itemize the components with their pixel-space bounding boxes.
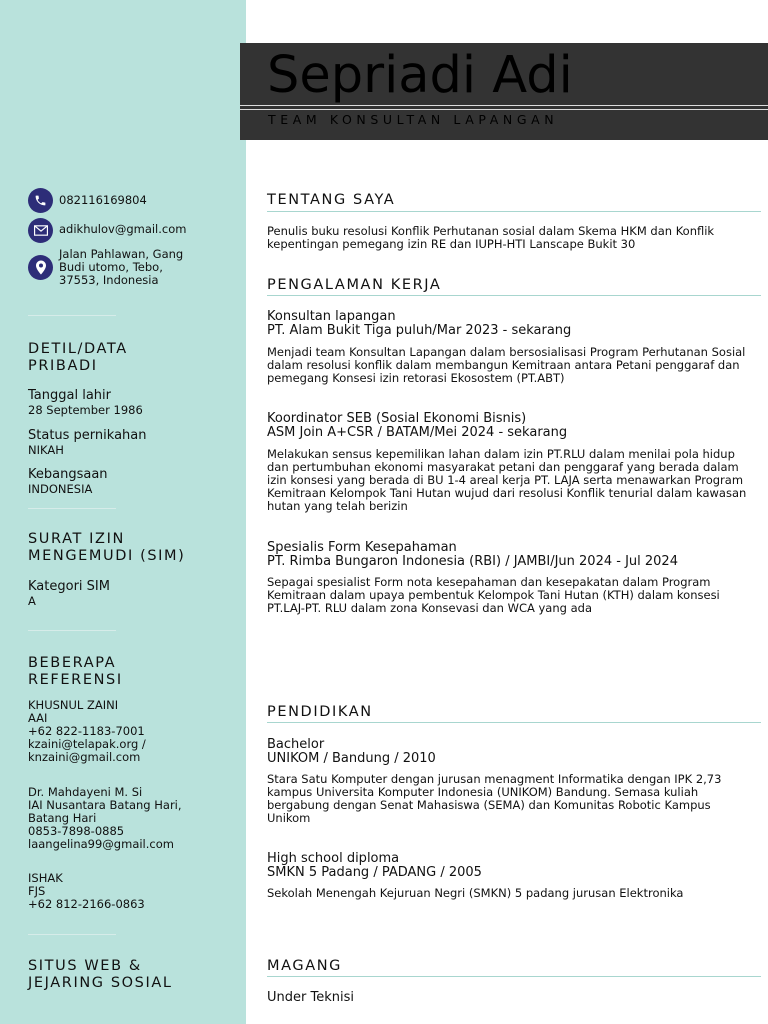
section-rule (267, 722, 761, 723)
address-line: Budi utomo, Tebo, (59, 260, 163, 274)
header-rule (240, 109, 768, 110)
education-description: Sekolah Menengah Kejuruan Negri (SMKN) 5 padang jurusan Elektronika (267, 886, 684, 900)
reference-item (28, 699, 146, 764)
job-position: Konsultan lapangan (267, 309, 396, 324)
reference-line: FJS (28, 884, 46, 898)
marital-value: NIKAH (28, 443, 64, 457)
section-rule (267, 211, 761, 212)
sidebar-divider (28, 630, 116, 631)
education-degree: High school diploma (267, 851, 400, 866)
nationality-value: INDONESIA (28, 482, 93, 496)
education-school: SMKN 5 Padang / PADANG / 2005 (267, 865, 482, 880)
contact-address (28, 247, 184, 287)
address (59, 248, 183, 287)
heading-line: REFERENSI (28, 672, 123, 688)
license-category-value: A (28, 594, 36, 608)
references-heading (28, 655, 123, 689)
phone-number[interactable]: 082116169804 (59, 193, 147, 207)
job-position: Koordinator SEB (Sosial Ekonomi Bisnis) (267, 411, 527, 426)
address-line: Jalan Pahlawan, Gang (59, 247, 184, 261)
reference-line: +62 812-2166-0863 (28, 897, 145, 911)
internship-heading: MAGANG (267, 958, 343, 974)
heading-line: PRIBADI (28, 358, 98, 374)
reference-line: KHUSNUL ZAINI (28, 698, 119, 712)
nationality-label: Kebangsaan (28, 467, 108, 482)
header-rule (240, 105, 768, 106)
internship-item: Under Teknisi (267, 990, 354, 1005)
reference-line: Dr. Mahdayeni M. Si (28, 785, 143, 799)
license-heading (28, 531, 185, 565)
education-school: UNIKOM / Bandung / 2010 (267, 751, 436, 766)
marital-label: Status pernikahan (28, 428, 147, 443)
reference-line: ISHAK (28, 871, 63, 885)
email-address[interactable]: adikhulov@gmail.com (59, 222, 187, 236)
about-text: Penulis buku resolusi Konflik Perhutanan sosial dalam Skema HKM dan Konflik kepentingan pemegang izin RE dan IUPH-HTI Lanscape Bukit 30 (267, 224, 715, 251)
heading-line: MENGEMUDI (SIM) (28, 548, 186, 564)
web-heading (28, 958, 173, 992)
heading-line: DETIL/DATA (28, 341, 128, 357)
heading-line: JEJARING SOSIAL (28, 975, 173, 991)
job-description: Sepagai spesialist Form nota kesepahaman dan kesepakatan dalam Program Kemitraan dalam upaya pembentuk Kelompok Tani Hutan (KTH) dalam konsesi PT.LAJ-PT. RLU dalam zona Konsevasi dan WCA yang ada (267, 575, 720, 615)
job-subtitle: TEAM KONSULTAN LAPANGAN (268, 112, 559, 127)
experience-heading: PENGALAMAN KERJA (267, 277, 442, 293)
sidebar-divider (28, 934, 116, 935)
reference-line: kzaini@telapak.org / (28, 737, 146, 751)
job-position: Spesialis Form Kesepahaman (267, 540, 457, 555)
header-banner (240, 43, 768, 140)
education-degree: Bachelor (267, 737, 325, 752)
job-company: PT. Alam Bukit Tiga puluh/Mar 2023 - sekarang (267, 323, 572, 338)
email-icon (28, 218, 53, 243)
contact-phone (28, 188, 147, 213)
birth-value: 28 September 1986 (28, 403, 143, 417)
reference-line: AAI (28, 711, 48, 725)
job-description: Menjadi team Konsultan Lapangan dalam bersosialisasi Program Perhutanan Sosial dalam resolusi konflik dalam membangun Kemitraan antara Petani penggaraf dan pemegang Konsesi izin retorasi Ekosostem (PT.ABT) (267, 345, 746, 385)
reference-line: IAI Nusantara Batang Hari, (28, 798, 182, 812)
sidebar-divider (28, 508, 116, 509)
contact-email (28, 218, 186, 243)
location-icon (28, 255, 53, 280)
reference-line: Batang Hari (28, 811, 97, 825)
education-description: Stara Satu Komputer dengan jurusan menagment Informatika dengan IPK 2,73 kampus Universita Komputer Indonesia (UNIKOM) Bandung. Semasa kuliah bergabung dengan Senat Mahasiswa (SEMA) dan Komunitas Robotic Kampus Unikom (267, 772, 722, 825)
reference-line: knzaini@gmail.com (28, 750, 141, 764)
phone-icon (28, 188, 53, 213)
personal-details-heading (28, 341, 128, 375)
address-line: 37553, Indonesia (59, 273, 159, 287)
sidebar-divider (28, 315, 116, 316)
education-heading: PENDIDIKAN (267, 704, 373, 720)
section-rule (267, 295, 761, 296)
heading-line: SURAT IZIN (28, 531, 125, 547)
reference-line: 0853-7898-0885 (28, 824, 125, 838)
job-company: PT. Rimba Bungaron Indonesia (RBI) / JAMBI/Jun 2024 - Jul 2024 (267, 554, 678, 569)
job-company: ASM Join A+CSR / BATAM/Mei 2024 - sekarang (267, 425, 568, 440)
license-category-label: Kategori SIM (28, 579, 110, 594)
heading-line: BEBERAPA (28, 655, 117, 671)
about-heading: TENTANG SAYA (267, 192, 396, 208)
reference-item (28, 786, 182, 851)
reference-item (28, 872, 145, 911)
reference-line: +62 822-1183-7001 (28, 724, 145, 738)
section-rule (267, 976, 761, 977)
reference-line: laangelina99@gmail.com (28, 837, 174, 851)
job-description: Melakukan sensus kepemilikan lahan dalam izin PT.RLU dalam menilai pola hidup dan pertumbuhan ekonomi masyarakat petani dan penggaraf yang berada dalam izin konsesi yang berada di BU 1-4 areal kerja PT. LAJA serta menawarkan Program Kemitraan Kelompok Tani Hutan wujud dari resolusi Konflik tenurial dalam kawasan hutan yang telah berizin (267, 447, 747, 513)
page-title: Sepriadi Adi (267, 46, 573, 105)
birth-label: Tanggal lahir (28, 388, 111, 403)
heading-line: SITUS WEB & (28, 958, 142, 974)
